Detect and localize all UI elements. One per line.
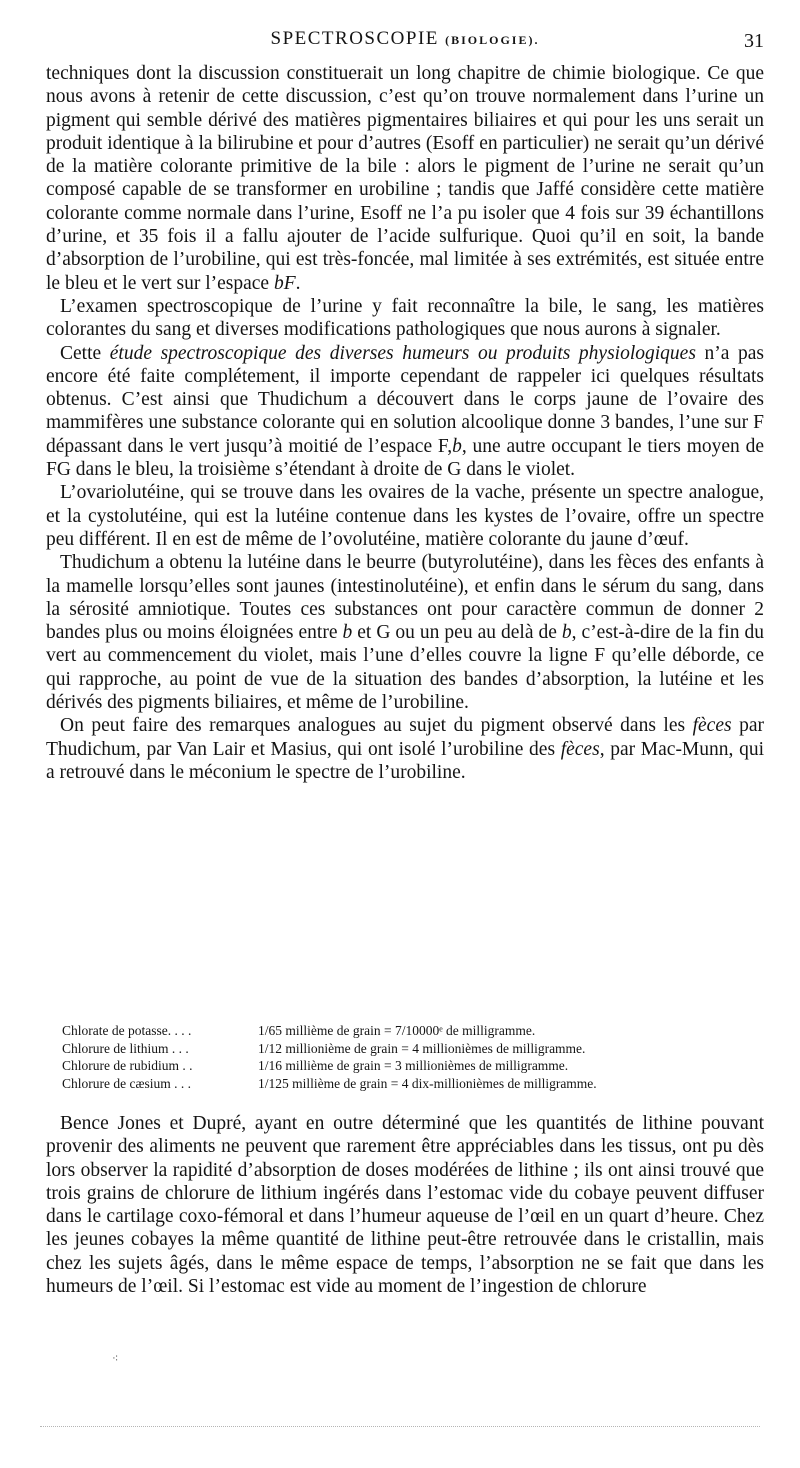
page-title xyxy=(46,28,764,50)
substance-cell: Chlorure de cæsium . . . xyxy=(62,1075,191,1091)
text-run: , c’est-à-dire de la fin du vert au commencement du violet, mais l’une d’elles couvre la ligne F qu’elle déborde, ce qui rapproche, au point de vue de la situation des bandes d’absorption, la lutéine et les dérivés des pigments biliaires, et même de l’urobiline. xyxy=(46,622,764,714)
text-run: par Thudichum, par Van Lair et Masius, qui ont isolé l’urobiline des xyxy=(46,715,765,760)
table-row xyxy=(62,1040,752,1058)
table-row xyxy=(62,1075,752,1093)
page-number: 31 xyxy=(744,30,764,52)
text-run: , par Mac-Munn, qui a retrouvé dans le méconium le spectre de l’urobiline. xyxy=(46,738,764,783)
text-run: Thudichum a obtenu la lutéine dans le beurre (butyrolutéine), dans les fèces des enfants à la mamelle lorsqu’elles sont jaunes (intestinolutéine), et enfin dans le sérum du sang, dans la sérosité amniotique. Toutes ces substances ont pour caractère commun de donner 2 bandes plus ou moins éloignées entre xyxy=(46,552,764,644)
paragraph xyxy=(46,1112,764,1298)
substance-cell: Chlorate de potasse. . . . xyxy=(62,1023,192,1038)
text-run: . xyxy=(295,272,301,294)
quantity-cell: 1/65 millième de grain = 7/10000ᵉ de milligramme. xyxy=(258,1023,536,1038)
text-run: et G ou un peu au delà de xyxy=(352,622,562,644)
quantity-cell: 1/12 millionième de grain = 4 millionièmes de milligramme. xyxy=(258,1040,586,1056)
print-speck: ⁖ xyxy=(112,1353,119,1365)
text-run: Cette xyxy=(60,342,110,364)
title-subtitle: (BIOLOGIE). xyxy=(445,33,540,47)
italic-text: étude spectroscopique des diverses humeurs ou produits physiologiques xyxy=(109,342,696,364)
paragraph xyxy=(46,342,764,482)
substance-cell: Chlorure de rubidium . . xyxy=(62,1058,193,1073)
title-main: SPECTROSCOPIE xyxy=(270,28,439,49)
quantity-cell: 1/16 millième de grain = 3 millionièmes de milligramme. xyxy=(258,1058,569,1073)
text-run: , une autre occupant le tiers moyen de FG dans le bleu, la troisième s’étendant à droite de G dans le violet. xyxy=(46,435,764,481)
body-text-upper xyxy=(46,62,764,784)
page-bottom-rule xyxy=(40,1426,760,1427)
text-run: Bence Jones et Dupré, ayant en outre déterminé que les quantités de lithine pouvant provenir des aliments ne peuvent que rarement être appréciables dans les tissus, ont pu dès lors observer la rapidité d’absorption de doses modérées de lithine ; ils ont ainsi trouvé que trois grains de chlorure de lithium ingérés dans l’estomac vide du cobaye peuvent diffuser dans le cartilage coxo-fémoral et dans l’humeur aqueuse de l’œil en un quart d’heure. Chez les jeunes cobayes la même quantité de lithine peut-être retrouvée dans le cristallin, mais chez les sujets âgés, dans le même espace de temps, l’absorption ne se fait que dans les humeurs de l’œil. Si l’estomac est vide au moment de l’ingestion de chlorure xyxy=(46,1113,764,1298)
paragraph xyxy=(46,295,764,342)
italic-text: b xyxy=(452,435,462,457)
text-run: L’ovariolutéine, qui se trouve dans les ovaires de la vache, présente un spectre analogue, et la cystolutéine, qui est la lutéine contenue dans les kystes de l’ovaire, offre un spectre peu différent. Il en est de même de l’ovolutéine, matière colorante du jaune d’œuf. xyxy=(46,482,764,550)
text-run: n’a pas encore été faite complétement, il importe cependant de rappeler ici quelques résultats obtenus. C’est ainsi que Thudichum a découvert dans le corps jaune de l’ovaire des mammifères une substance colorante qui en solution alcoolique donne 3 bandes, l’une sur F dépassant dans le vert jusqu’à moitié de l’espace F, xyxy=(46,342,765,457)
body-text-lower xyxy=(46,1112,764,1298)
paragraph xyxy=(46,481,764,551)
italic-text: bF xyxy=(273,272,296,294)
text-run: techniques dont la discussion constituerait un long chapitre de chimie biologique. Ce que nous avons à retenir de cette discussion, c’est qu’on trouve normalement dans l’urine un pigment qui semble dérivé des matières pigmentaires biliaires et qui pour les uns serait un produit identique à la bilirubine et pour d’autres (Esoff en particulier) ne serait qu’un dérivé de la matière colorante primitive de la bile : alors le pigment de l’urine ne serait qu’un composé capable de se transformer en urobiline ; tandis que Jaffé considère cette matière colorante comme normale dans l’urine, Esoff ne l’a pu isoler que 4 fois sur 39 échantillons d’urine, et 35 fois il a fallu ajouter de l’acide sulfurique. Quoi qu’il en soit, la bande d’absorption de l’urobiline, qui est très-foncée, mal limitée à ses extrémités, est située entre le bleu et le vert sur l’espace xyxy=(46,63,764,294)
text-run: L’examen spectroscopique de l’urine y fait reconnaître la bile, le sang, les matières colorantes du sang et diverses modifications pathologiques que nous aurons à signaler. xyxy=(46,295,764,341)
paragraph xyxy=(46,714,764,784)
paragraph xyxy=(46,62,764,295)
paragraph xyxy=(46,551,764,714)
substance-cell: Chlorure de lithium . . . xyxy=(62,1040,189,1056)
italic-text: fèces xyxy=(692,715,732,737)
text-run: On peut faire des remarques analogues au sujet du pigment observé dans les xyxy=(60,715,693,737)
running-head xyxy=(46,28,764,58)
quantity-table xyxy=(62,1022,752,1092)
italic-text: b xyxy=(342,622,353,644)
italic-text: b xyxy=(561,622,572,644)
quantity-cell: 1/125 millième de grain = 4 dix-millionièmes de milligramme. xyxy=(258,1075,597,1091)
table-row xyxy=(62,1022,752,1040)
table-row xyxy=(62,1057,752,1075)
italic-text: fèces xyxy=(560,738,600,760)
